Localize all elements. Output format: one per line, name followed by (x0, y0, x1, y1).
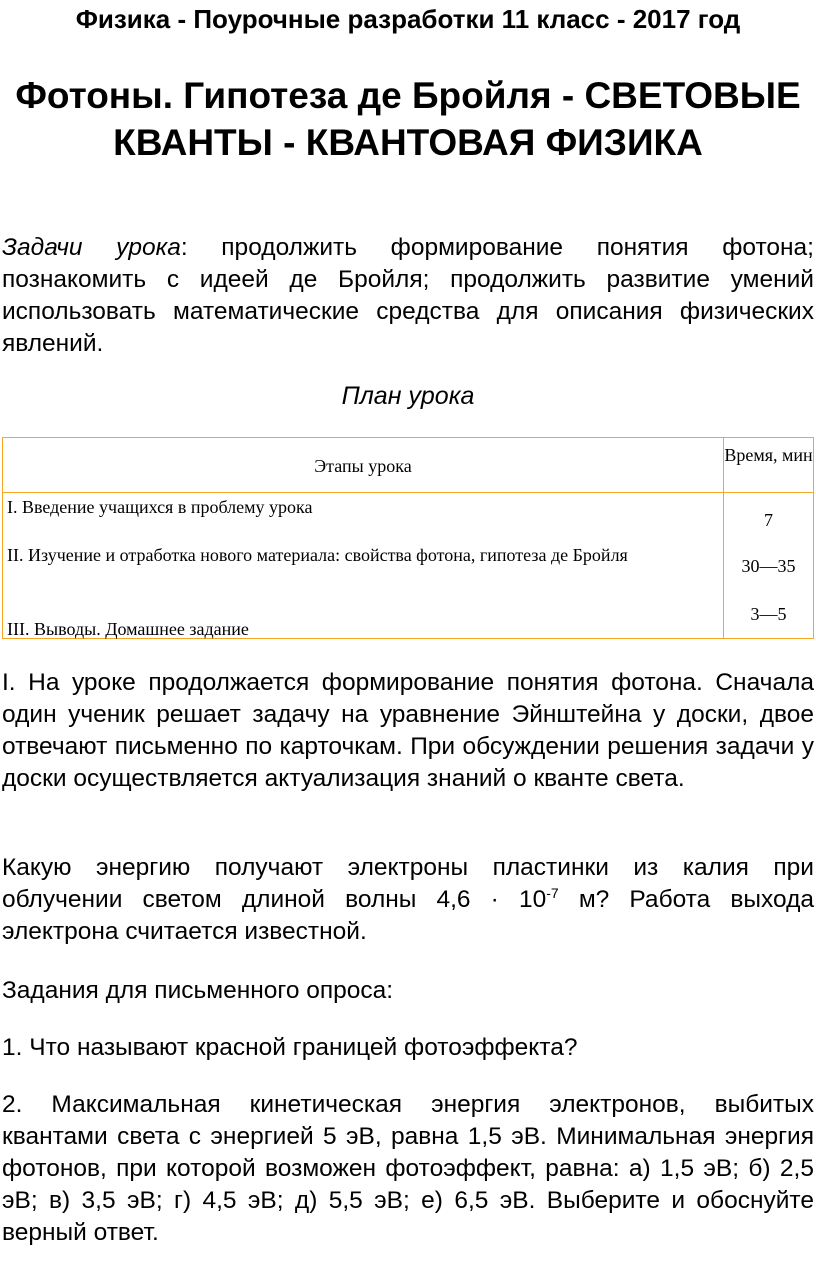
task-1: 1. Что называют красной границей фотоэффекта? (2, 1034, 578, 1061)
document-header: Физика - Поурочные разработки 11 класс - 2017 год (75, 4, 741, 34)
problem-exponent: -7 (546, 884, 559, 901)
task-2: 2. Максимальная кинетическая энергия электронов, выбитых квантами света с энергией 5 эВ, равна 1,5 эВ. Минимальная энергия фотонов, при которой возможен фотоэффект, равна: а) 1,5 эВ; б) 2,5 эВ; в) 3,5 эВ; г) 4,5 эВ; д) 5,5 эВ; е) 6,5 эВ. Выберите и обоснуйте верный ответ. (2, 1091, 814, 1246)
table-row-time: 7 (764, 510, 773, 530)
column-header-time: Время, мин (724, 445, 813, 465)
table-row-stage: III. Выводы. Домашнее задание (7, 619, 249, 639)
table-row-stage: II. Изучение и отработка нового материала: свойства фотона, гипотеза де Бройля (7, 545, 628, 565)
objectives-label: Задачи урока (2, 234, 181, 261)
problem-text-after: м? Работа выхода электрона считается известной. (2, 886, 814, 945)
lesson-objectives (2, 232, 814, 360)
table-row-stage: I. Введение учащихся в проблему урока (7, 497, 313, 517)
problem-text-before: Какую энергию получают электроны пластинки из калия при облучении светом длиной волны 4,6 · 10 (2, 854, 814, 913)
objectives-text: : продолжить формирование понятия фотона; познакомить с идеей де Бройля; продолжить развитие умений использовать математические средства для описания физических явлений. (2, 234, 814, 357)
table-row-time: 3—5 (750, 604, 787, 624)
written-tasks-heading: Задания для письменного опроса: (2, 977, 394, 1004)
intro-paragraph: I. На уроке продолжается формирование понятия фотона. Сначала один ученик решает задачу на уравнение Эйнштейна у доски, двое отвечают письменно по карточкам. При обсуждении решения задачи у доски осуществляется актуализация знаний о кванте света. (2, 669, 814, 792)
plan-heading: План урока (341, 382, 475, 410)
lesson-plan-table (2, 437, 814, 639)
table-row-time: 30—35 (741, 556, 796, 576)
column-header-stages: Этапы урока (314, 456, 412, 476)
problem-paragraph (2, 852, 814, 948)
lesson-title: Фотоны. Гипотеза де Бройля - СВЕТОВЫЕ КВАНТЫ - КВАНТОВАЯ ФИЗИКА (15, 75, 801, 163)
table-header-divider (3, 492, 813, 493)
